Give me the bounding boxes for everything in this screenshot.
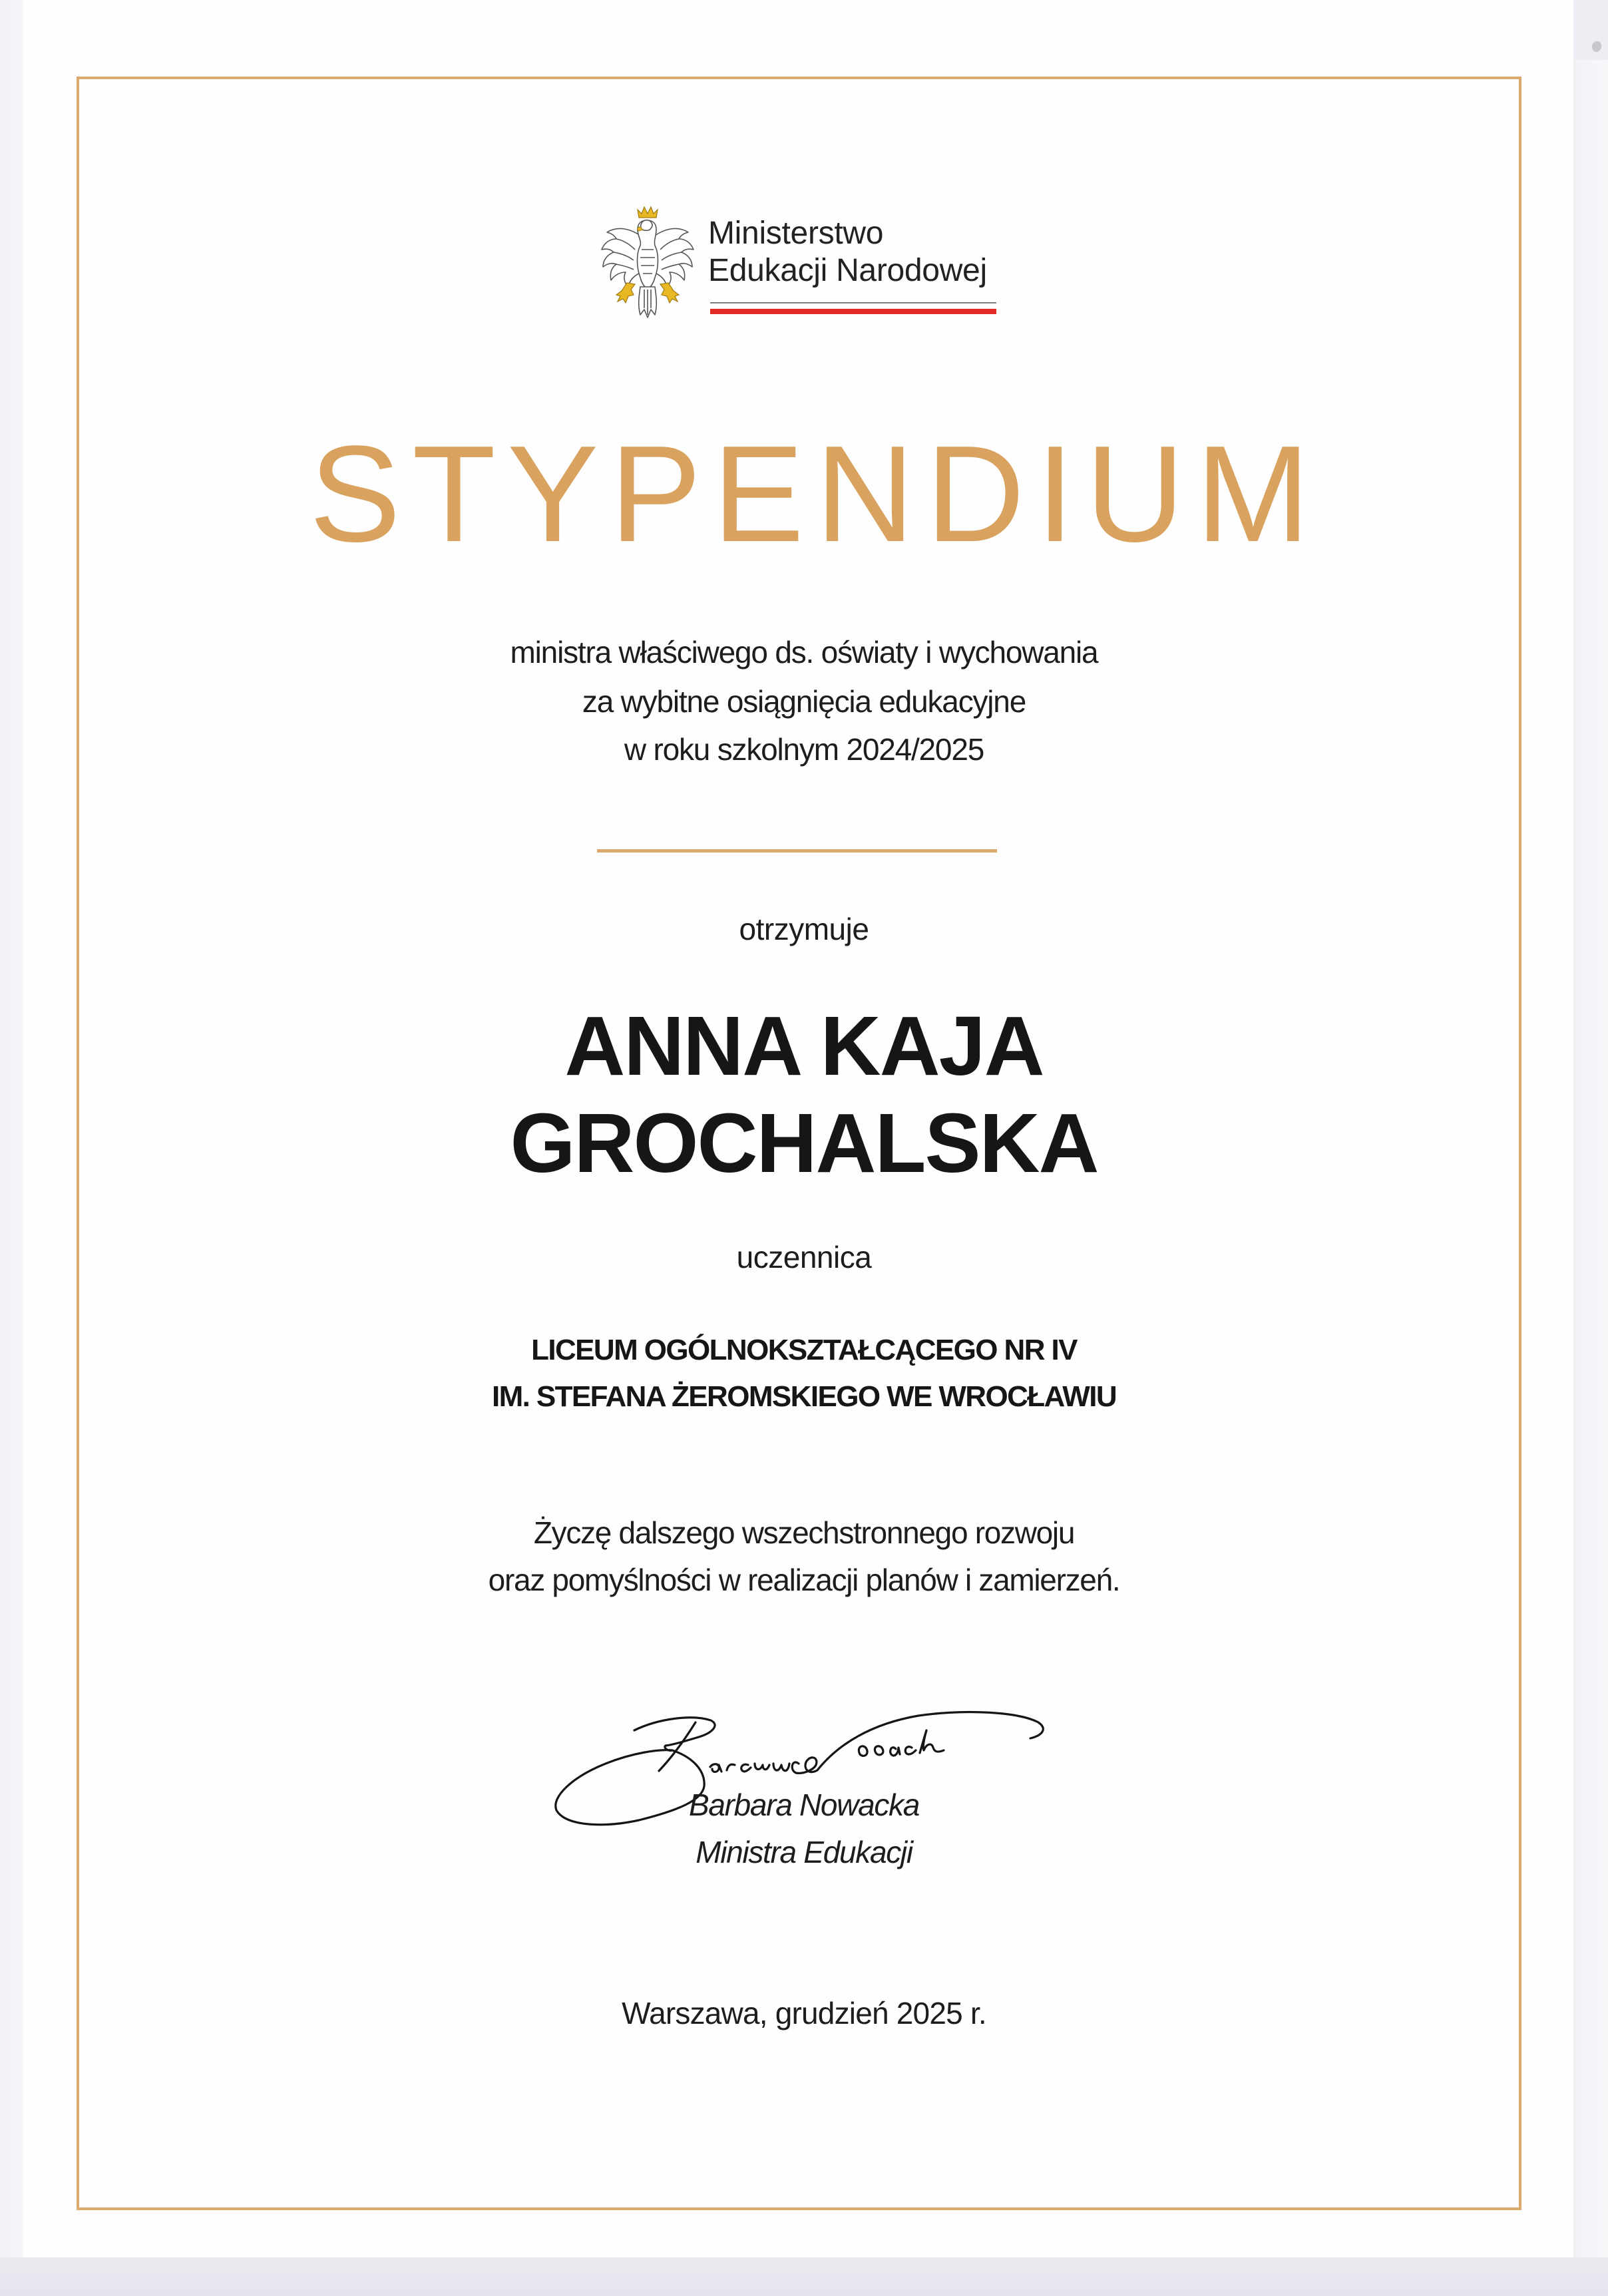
gold-separator (597, 849, 997, 853)
paper-speck (1592, 41, 1601, 52)
subtitle-line-3: w roku szkolnym 2024/2025 (624, 732, 984, 767)
recipient-name-line-2: GROCHALSKA (510, 1096, 1098, 1190)
ministry-name (708, 215, 987, 289)
wishes-line-2: oraz pomyślności w realizacji planów i zamierzeń. (488, 1563, 1120, 1597)
logo-gray-rule (710, 302, 996, 303)
ministry-logo (598, 203, 1004, 319)
logo-red-rule (710, 309, 996, 314)
ministry-name-line1: Ministerstwo (708, 216, 884, 251)
wishes-line-1: Życzę dalszego wszechstronnego rozwoju (533, 1515, 1075, 1550)
signatory-name: Barbara Nowacka (688, 1788, 920, 1822)
role-label: uczennica (736, 1240, 872, 1274)
receives-label: otrzymuje (739, 912, 869, 946)
recipient-name-line-1: ANNA KAJA (564, 999, 1044, 1093)
place-and-date: Warszawa, grudzień 2025 r. (622, 1996, 986, 2030)
subtitle-line-2: za wybitne osiągnięcia edukacyjne (582, 684, 1026, 719)
certificate-title: STYPENDIUM (309, 417, 1322, 570)
school-line-1: LICEUM OGÓLNOKSZTAŁCĄCEGO NR IV (531, 1334, 1077, 1366)
ministry-name-line2: Edukacji Narodowej (708, 253, 987, 288)
white-eagle-emblem-icon (598, 203, 698, 319)
school-line-2: IM. STEFANA ŻEROMSKIEGO WE WROCŁAWIU (491, 1380, 1117, 1413)
subtitle-line-1: ministra właściwego ds. oświaty i wychowania (510, 635, 1098, 670)
signatory-title: Ministra Edukacji (696, 1835, 912, 1869)
scan-shadow-bottom (0, 2257, 1608, 2296)
